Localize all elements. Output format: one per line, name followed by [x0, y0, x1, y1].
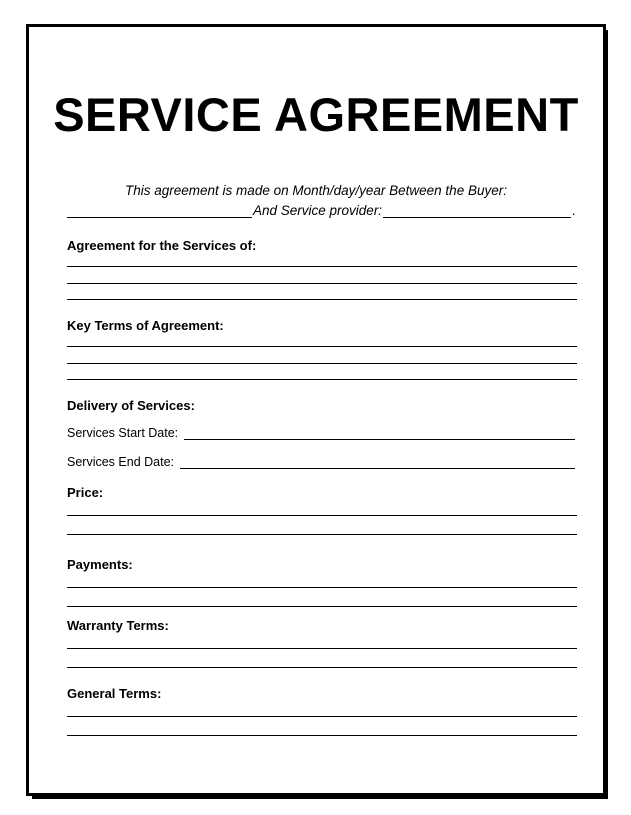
- key-terms-line[interactable]: [67, 379, 577, 380]
- services-of-heading: Agreement for the Services of:: [67, 238, 257, 253]
- key-terms-heading: Key Terms of Agreement:: [67, 318, 224, 333]
- services-of-line[interactable]: [67, 299, 577, 300]
- intro-line-parties: [67, 203, 577, 218]
- end-date-field: [67, 455, 575, 469]
- services-of-line[interactable]: [67, 266, 577, 267]
- intro-line: This agreement is made on Month/day/year Between the Buyer:: [125, 183, 507, 198]
- price-heading: Price:: [67, 485, 104, 500]
- payments-line[interactable]: [67, 606, 577, 607]
- key-terms-line[interactable]: [67, 363, 577, 364]
- payments-line[interactable]: [67, 587, 577, 588]
- general-terms-line[interactable]: [67, 735, 577, 736]
- key-terms-line[interactable]: [67, 346, 577, 347]
- document-title: SERVICE AGREEMENT: [53, 88, 579, 141]
- provider-blank[interactable]: [383, 204, 571, 218]
- price-line[interactable]: [67, 534, 577, 535]
- delivery-heading: Delivery of Services:: [67, 398, 195, 413]
- services-of-line[interactable]: [67, 283, 577, 284]
- warranty-line[interactable]: [67, 667, 577, 668]
- agreement-page: [26, 24, 606, 796]
- end-date-label: Services End Date:: [67, 455, 174, 469]
- buyer-blank[interactable]: [67, 204, 252, 218]
- payments-heading: Payments:: [67, 557, 133, 572]
- warranty-heading: Warranty Terms:: [67, 618, 169, 633]
- general-terms-line[interactable]: [67, 716, 577, 717]
- start-date-blank[interactable]: [184, 427, 575, 440]
- general-terms-heading: General Terms:: [67, 686, 162, 701]
- price-line[interactable]: [67, 515, 577, 516]
- intro-period: .: [572, 203, 576, 218]
- start-date-label: Services Start Date:: [67, 426, 179, 440]
- end-date-blank[interactable]: [180, 456, 575, 469]
- warranty-line[interactable]: [67, 648, 577, 649]
- service-provider-label: And Service provider:: [253, 203, 383, 218]
- start-date-field: [67, 426, 575, 440]
